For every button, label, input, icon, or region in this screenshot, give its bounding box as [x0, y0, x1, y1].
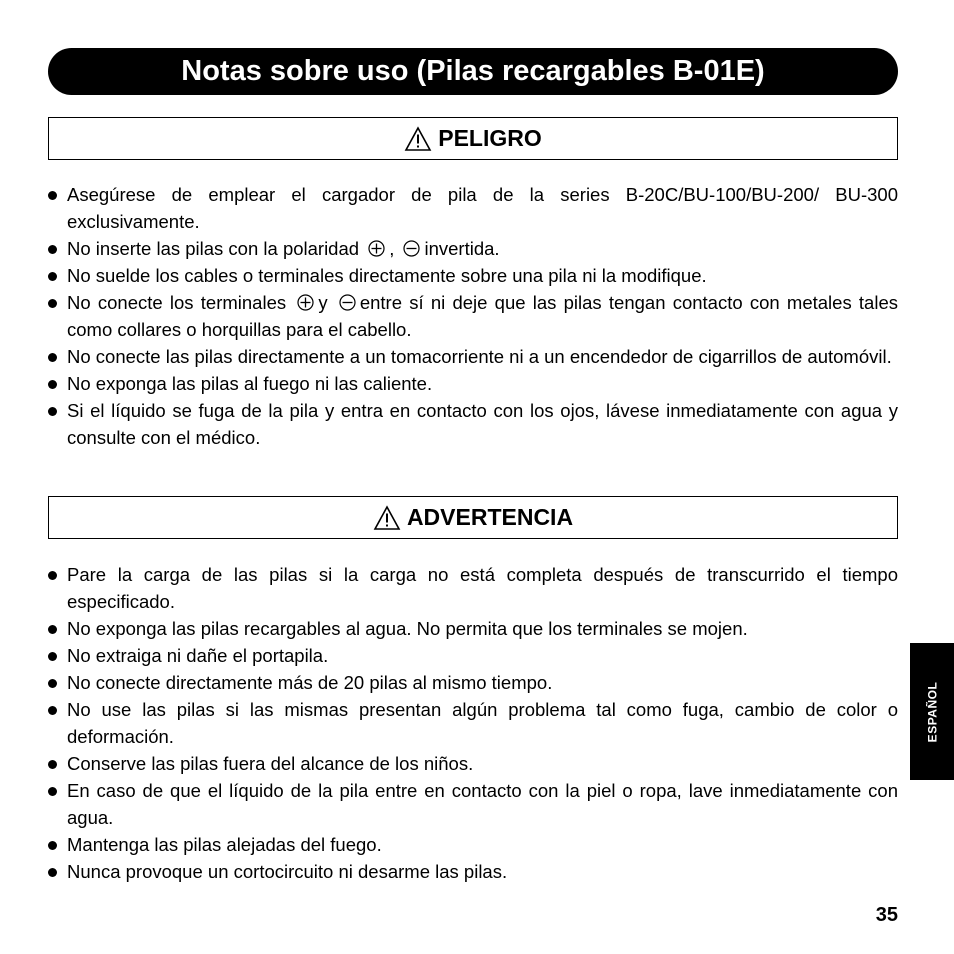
page-title-bar [48, 48, 898, 95]
list-item-text: Si el líquido se fuga de la pila y entra en contacto con los ojos, lávese inmediatamente con agua y consulte con el médico. [67, 400, 898, 448]
list-item [48, 181, 898, 235]
bullet-icon [48, 353, 57, 362]
list-item-text: No conecte las pilas directamente a un tomacorriente ni a un encendedor de cigarrillos de automóvil. [67, 346, 892, 367]
bullet-icon [48, 272, 57, 281]
list-item-text: No use las pilas si las mismas presentan algún problema tal como fuga, cambio de color o deformación. [67, 699, 898, 747]
warning-triangle-icon [373, 505, 401, 531]
list-item-text: No exponga las pilas recargables al agua. No permita que los terminales se mojen. [67, 618, 748, 639]
list-item-text: No exponga las pilas al fuego ni las caliente. [67, 373, 433, 394]
page-title: Notas sobre uso (Pilas recargables B-01E) [181, 55, 765, 87]
list-item-text: No conecte directamente más de 20 pilas al mismo tiempo. [67, 672, 553, 693]
peligro-heading: PELIGRO [438, 125, 542, 151]
list-item [48, 289, 898, 343]
list-item [48, 777, 898, 831]
side-tab-label: ESPAÑOL [925, 681, 939, 742]
bullet-icon [48, 841, 57, 850]
bullet-icon [48, 571, 57, 580]
advertencia-list [48, 561, 898, 885]
bullet-icon [48, 380, 57, 389]
list-item-text: No extraiga ni dañe el portapila. [67, 645, 329, 666]
bullet-icon [48, 787, 57, 796]
bullet-icon [48, 652, 57, 661]
bullet-icon [48, 245, 57, 254]
bullet-icon [48, 760, 57, 769]
page-number: 35 [875, 904, 898, 926]
list-item-text: Conserve las pilas fuera del alcance de los niños. [67, 753, 474, 774]
peligro-list [48, 181, 898, 451]
advertencia-heading: ADVERTENCIA [406, 504, 574, 530]
list-item-text: Nunca provoque un cortocircuito ni desarme las pilas. [67, 861, 508, 882]
advertencia-header [48, 496, 898, 539]
minus-terminal-icon [339, 294, 356, 311]
list-item [48, 642, 898, 669]
list-item [48, 397, 898, 451]
bullet-icon [48, 868, 57, 877]
list-item [48, 370, 898, 397]
plus-terminal-icon [297, 294, 314, 311]
list-item [48, 615, 898, 642]
list-item-text: En caso de que el líquido de la pila entre en contacto con la piel o ropa, lave inmediatamente con agua. [67, 780, 898, 828]
list-item [48, 262, 898, 289]
list-item-text: , [389, 238, 395, 259]
plus-terminal-icon [368, 240, 385, 257]
peligro-header [48, 117, 898, 160]
list-item-text: invertida. [424, 238, 500, 259]
list-item-text: No suelde los cables o terminales directamente sobre una pila ni la modifique. [67, 265, 707, 286]
list-item-text: Pare la carga de las pilas si la carga no está completa después de transcurrido el tiempo especificado. [67, 564, 898, 612]
minus-terminal-icon [403, 240, 420, 257]
bullet-icon [48, 706, 57, 715]
list-item-text: Asegúrese de emplear el cargador de pila de la series B-20C/BU-100/BU-200/ BU-300 exclusivamente. [67, 184, 898, 232]
list-item [48, 696, 898, 750]
bullet-icon [48, 679, 57, 688]
list-item [48, 858, 898, 885]
bullet-icon [48, 407, 57, 416]
list-item-text: y [318, 292, 328, 313]
language-side-tab [910, 643, 954, 780]
list-item [48, 561, 898, 615]
list-item-text: entre sí ni deje que las pilas tengan contacto con metales tales como collares o horquillas para el cabello. [67, 292, 898, 340]
list-item-text: No conecte los terminales [67, 292, 287, 313]
list-item-text: Mantenga las pilas alejadas del fuego. [67, 834, 382, 855]
list-item-text: No inserte las pilas con la polaridad [67, 238, 360, 259]
bullet-icon [48, 191, 57, 200]
bullet-icon [48, 299, 57, 308]
bullet-icon [48, 625, 57, 634]
list-item [48, 669, 898, 696]
list-item [48, 750, 898, 777]
warning-triangle-icon [404, 126, 432, 152]
list-item [48, 831, 898, 858]
list-item [48, 343, 898, 370]
list-item [48, 235, 898, 262]
